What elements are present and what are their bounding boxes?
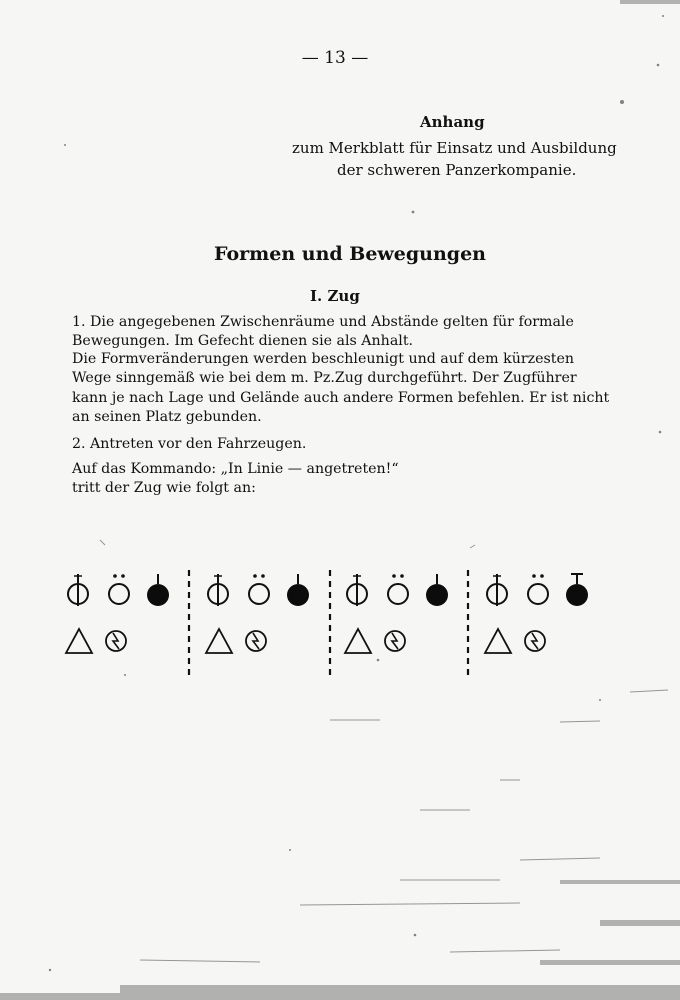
paragraph-line: an seinen Platz gebunden. — [72, 408, 262, 425]
officer-circle-icon — [487, 574, 507, 606]
paragraph-line: kann je nach Lage und Gelände auch andere Formen befehlen. Er ist nicht — [72, 389, 610, 406]
officer-circle-icon — [347, 574, 367, 606]
paragraph-1 — [72, 313, 574, 352]
vehicle-triangle-icon — [66, 629, 92, 653]
formation-group — [206, 574, 309, 653]
formation-diagram — [0, 560, 680, 700]
vehicle-triangle-icon — [485, 629, 511, 653]
officer-circle-icon — [208, 574, 228, 606]
paragraph-line: 1. Die angegebenen Zwischenräume und Abstände gelten für formale — [72, 314, 574, 330]
driver-circle-icon — [426, 574, 448, 606]
main-title: Formen und Bewegungen — [214, 243, 486, 265]
appendix-subtitle-line-1: zum Merkblatt für Einsatz und Ausbildung — [292, 139, 617, 157]
driver-circle-icon — [287, 574, 309, 606]
radio-circle-icon — [385, 631, 405, 651]
paragraph-3 — [72, 435, 306, 454]
officer-circle-icon — [68, 574, 88, 606]
formation-group — [345, 574, 448, 653]
nco-circle-icon — [528, 574, 548, 604]
paragraph-4 — [72, 460, 399, 499]
radio-circle-icon — [106, 631, 126, 651]
paragraph-line: tritt der Zug wie folgt an: — [72, 480, 256, 497]
paragraph-line: Bewegungen. Im Gefecht dienen sie als Anhalt. — [72, 333, 414, 350]
driver-circle-icon — [566, 574, 588, 606]
nco-circle-icon — [109, 574, 129, 604]
appendix-subtitle-line-2: der schweren Panzerkompanie. — [337, 161, 577, 179]
section-heading: I. Zug — [310, 287, 360, 305]
paragraph-2 — [72, 350, 609, 427]
paragraph-line: Wege sinngemäß wie bei dem m. Pz.Zug durchgeführt. Der Zugführer — [72, 370, 577, 387]
paragraph-line: Die Formveränderungen werden beschleunigt und auf dem kürzesten — [72, 351, 575, 367]
vehicle-triangle-icon — [206, 629, 232, 653]
paragraph-line: Auf das Kommando: „In Linie — angetreten!“ — [72, 461, 399, 477]
nco-circle-icon — [388, 574, 408, 604]
paragraph-line: 2. Antreten vor den Fahrzeugen. — [72, 436, 307, 452]
radio-circle-icon — [246, 631, 266, 651]
radio-circle-icon — [525, 631, 545, 651]
page-number: — 13 — — [301, 48, 369, 68]
nco-circle-icon — [249, 574, 269, 604]
formation-group — [66, 574, 169, 653]
formation-group — [485, 574, 588, 653]
appendix-heading: Anhang — [420, 113, 485, 131]
driver-circle-icon — [147, 574, 169, 606]
vehicle-triangle-icon — [345, 629, 371, 653]
